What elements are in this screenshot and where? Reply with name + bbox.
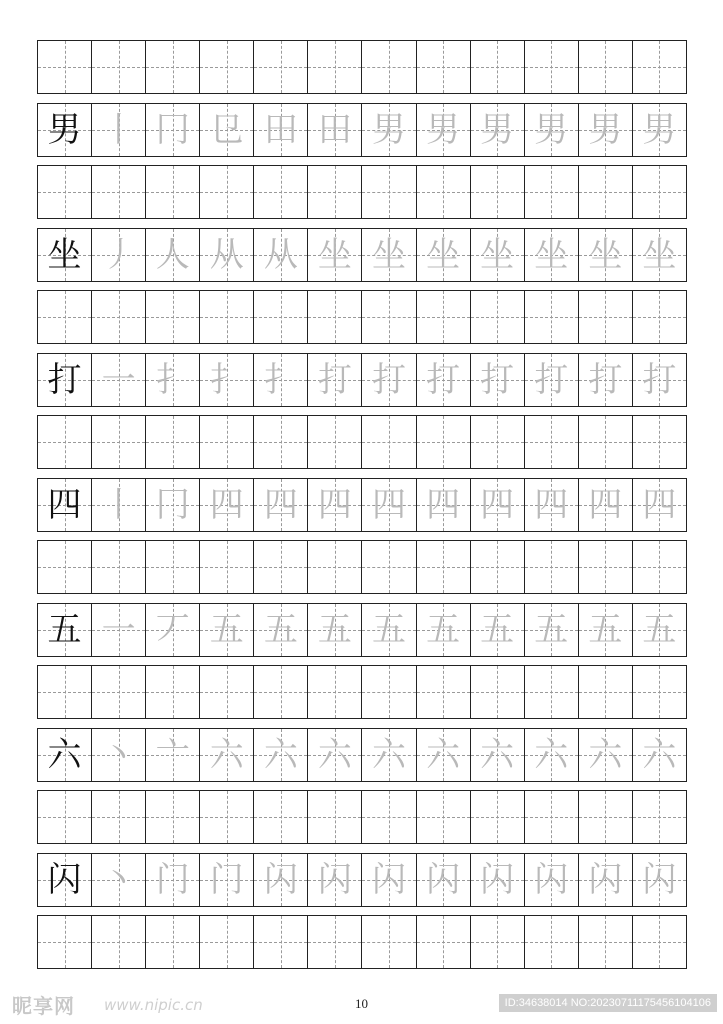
empty-grid-cell[interactable] [308,916,362,968]
character-row [37,728,687,782]
stroke-order-glyph: 坐 [642,234,677,275]
empty-grid-cell[interactable] [146,666,200,718]
empty-grid-cell[interactable] [92,791,146,843]
empty-grid-cell[interactable] [362,416,416,468]
stroke-order-glyph: 打 [317,359,352,400]
empty-grid-cell[interactable] [146,291,200,343]
character-row [37,853,687,907]
stroke-order-cell [579,104,633,156]
stroke-order-cell [525,854,579,906]
empty-grid-cell[interactable] [633,666,686,718]
stroke-order-cell [92,854,146,906]
stroke-order-cell [308,104,362,156]
stroke-order-cell [308,229,362,281]
blank-practice-row [37,165,687,219]
stroke-order-cell [254,729,308,781]
empty-grid-cell[interactable] [579,666,633,718]
stroke-order-cell [254,104,308,156]
empty-grid-cell[interactable] [200,666,254,718]
stroke-order-glyph: 五 [263,609,298,650]
character-row [37,228,687,282]
empty-grid-cell[interactable] [362,666,416,718]
stroke-order-glyph: 五 [588,609,623,650]
empty-grid-cell[interactable] [38,791,92,843]
stroke-order-glyph: 丆 [155,609,190,650]
stroke-order-cell [308,729,362,781]
stroke-order-cell [200,354,254,406]
blank-practice-row [37,40,687,94]
stroke-order-glyph: 闪 [317,859,352,900]
stroke-order-glyph: 打 [426,359,461,400]
stroke-order-cell [525,604,579,656]
stroke-order-cell [362,854,416,906]
empty-grid-cell[interactable] [38,916,92,968]
stroke-order-cell [362,604,416,656]
empty-grid-cell[interactable] [146,541,200,593]
stroke-order-cell [633,229,686,281]
stroke-order-cell [92,229,146,281]
empty-grid-cell[interactable] [633,541,686,593]
model-character: 闪 [47,859,82,900]
empty-grid-cell[interactable] [146,916,200,968]
stroke-order-cell [92,479,146,531]
empty-grid-cell[interactable] [417,41,471,93]
empty-grid-cell[interactable] [525,416,579,468]
empty-grid-cell[interactable] [200,791,254,843]
stroke-order-glyph: 男 [642,109,677,150]
model-character-cell [38,729,92,781]
stroke-order-glyph: 四 [588,484,623,525]
stroke-order-glyph: 坐 [372,234,406,275]
character-row [37,103,687,157]
stroke-order-cell [200,854,254,906]
empty-grid-cell[interactable] [579,166,633,218]
stroke-order-cell [417,229,471,281]
stroke-order-glyph: 丨 [101,484,136,525]
blank-practice-row [37,415,687,469]
empty-grid-cell[interactable] [579,791,633,843]
stroke-order-cell [200,604,254,656]
stroke-order-glyph: 闪 [642,859,677,900]
stroke-order-cell [254,604,308,656]
stroke-order-cell [579,604,633,656]
empty-grid-cell[interactable] [254,291,308,343]
empty-grid-cell[interactable] [633,416,686,468]
empty-grid-cell[interactable] [308,666,362,718]
empty-grid-cell[interactable] [525,291,579,343]
stroke-order-glyph: 从 [209,234,244,275]
empty-grid-cell[interactable] [633,916,686,968]
stroke-order-cell [92,104,146,156]
stroke-order-cell [362,354,416,406]
stroke-order-cell [471,479,525,531]
stroke-order-glyph: 丨 [101,109,136,150]
empty-grid-cell[interactable] [254,166,308,218]
stroke-order-glyph: 门 [209,859,244,900]
empty-grid-cell[interactable] [525,541,579,593]
stroke-order-glyph: 男 [426,109,461,150]
stroke-order-glyph: 冂 [155,484,190,525]
stroke-order-glyph: 闪 [263,859,298,900]
stroke-order-cell [254,479,308,531]
stroke-order-glyph: 四 [534,484,569,525]
stroke-order-glyph: 亠 [155,734,190,775]
stroke-order-glyph: 男 [588,109,623,150]
empty-grid-cell[interactable] [308,41,362,93]
stroke-order-glyph: 闪 [480,859,515,900]
empty-grid-cell[interactable] [254,541,308,593]
stroke-order-glyph: 五 [642,609,677,650]
stroke-order-cell [146,604,200,656]
stroke-order-glyph: 打 [642,359,677,400]
stroke-order-cell [525,729,579,781]
stroke-order-cell [146,229,200,281]
stroke-order-glyph: 六 [534,734,569,775]
empty-grid-cell[interactable] [92,291,146,343]
empty-grid-cell[interactable] [38,541,92,593]
stroke-order-glyph: 六 [209,734,244,775]
empty-grid-cell[interactable] [92,416,146,468]
empty-grid-cell[interactable] [362,291,416,343]
stroke-order-glyph: 四 [480,484,515,525]
stroke-order-glyph: 打 [372,359,406,400]
stroke-order-cell [417,104,471,156]
stroke-order-glyph: 四 [263,484,298,525]
stroke-order-cell [471,729,525,781]
empty-grid-cell[interactable] [417,291,471,343]
page-number: 10 [355,996,368,1011]
empty-grid-cell[interactable] [471,41,525,93]
blank-practice-row [37,540,687,594]
empty-grid-cell[interactable] [254,41,308,93]
empty-grid-cell[interactable] [200,166,254,218]
stroke-order-cell [525,479,579,531]
empty-grid-cell[interactable] [362,41,416,93]
stroke-order-glyph: 四 [642,484,677,525]
empty-grid-cell[interactable] [471,916,525,968]
empty-grid-cell[interactable] [471,166,525,218]
stroke-order-cell [525,354,579,406]
stroke-order-cell [146,479,200,531]
stroke-order-cell [417,354,471,406]
stroke-order-glyph: 丶 [101,734,136,775]
stroke-order-glyph: 四 [372,484,406,525]
stroke-order-glyph: 六 [588,734,623,775]
empty-grid-cell[interactable] [417,541,471,593]
stroke-order-glyph: 丿 [101,234,136,275]
empty-grid-cell[interactable] [417,791,471,843]
empty-grid-cell[interactable] [38,41,92,93]
empty-grid-cell[interactable] [579,291,633,343]
stroke-order-cell [146,729,200,781]
stroke-order-glyph: 男 [480,109,515,150]
empty-grid-cell[interactable] [633,41,686,93]
stroke-order-cell [579,354,633,406]
stroke-order-cell [308,854,362,906]
empty-grid-cell[interactable] [579,541,633,593]
empty-grid-cell[interactable] [362,791,416,843]
stroke-order-glyph: 坐 [480,234,515,275]
stroke-order-glyph: 打 [534,359,569,400]
stroke-order-glyph: 五 [317,609,352,650]
model-character: 六 [47,734,82,775]
character-row [37,603,687,657]
empty-grid-cell[interactable] [362,916,416,968]
empty-grid-cell[interactable] [525,791,579,843]
empty-grid-cell[interactable] [308,791,362,843]
stroke-order-cell [200,104,254,156]
stroke-order-glyph: 坐 [534,234,569,275]
stroke-order-cell [633,354,686,406]
empty-grid-cell[interactable] [200,416,254,468]
stroke-order-glyph: 闪 [426,859,461,900]
empty-grid-cell[interactable] [525,41,579,93]
model-character: 坐 [47,234,82,275]
stroke-order-cell [633,104,686,156]
empty-grid-cell[interactable] [254,916,308,968]
model-character: 五 [47,609,82,650]
stroke-order-glyph: 从 [263,234,298,275]
empty-grid-cell[interactable] [362,166,416,218]
stroke-order-glyph: 打 [588,359,623,400]
stroke-order-glyph: 四 [209,484,244,525]
empty-grid-cell[interactable] [579,41,633,93]
blank-practice-row [37,665,687,719]
stroke-order-glyph: 扌 [263,359,298,400]
stroke-order-cell [200,229,254,281]
empty-grid-cell[interactable] [146,166,200,218]
blank-practice-row [37,290,687,344]
stroke-order-cell [471,354,525,406]
model-character-cell [38,479,92,531]
model-character-cell [38,229,92,281]
stroke-order-cell [417,854,471,906]
character-row [37,478,687,532]
stroke-order-glyph: 五 [480,609,515,650]
stroke-order-glyph: 田 [263,109,298,150]
stroke-order-glyph: 人 [155,234,190,275]
stroke-order-cell [200,479,254,531]
empty-grid-cell[interactable] [92,666,146,718]
stroke-order-cell [633,729,686,781]
stroke-order-cell [417,604,471,656]
stroke-order-cell [308,604,362,656]
stroke-order-glyph: 四 [426,484,461,525]
model-character: 四 [47,484,82,525]
stroke-order-cell [92,354,146,406]
stroke-order-cell [146,854,200,906]
empty-grid-cell[interactable] [471,416,525,468]
stroke-order-cell [146,354,200,406]
stroke-order-glyph: 闪 [534,859,569,900]
empty-grid-cell[interactable] [38,166,92,218]
empty-grid-cell[interactable] [579,916,633,968]
stroke-order-cell [362,479,416,531]
stroke-order-cell [633,604,686,656]
empty-grid-cell[interactable] [417,416,471,468]
empty-grid-cell[interactable] [254,791,308,843]
stroke-order-glyph: 四 [317,484,352,525]
stroke-order-glyph: 扌 [155,359,190,400]
stroke-order-glyph: 六 [642,734,677,775]
model-character: 男 [47,109,82,150]
empty-grid-cell[interactable] [471,791,525,843]
empty-grid-cell[interactable] [308,416,362,468]
stroke-order-glyph: 六 [426,734,461,775]
stroke-order-glyph: 男 [534,109,569,150]
model-character-cell [38,604,92,656]
stroke-order-cell [362,729,416,781]
stroke-order-cell [579,479,633,531]
stroke-order-cell [525,104,579,156]
stroke-order-glyph: 坐 [317,234,352,275]
empty-grid-cell[interactable] [146,416,200,468]
empty-grid-cell[interactable] [146,791,200,843]
empty-grid-cell[interactable] [633,791,686,843]
empty-grid-cell[interactable] [92,41,146,93]
stroke-order-glyph: 五 [426,609,461,650]
stroke-order-glyph: 一 [101,609,136,650]
empty-grid-cell[interactable] [579,416,633,468]
stroke-order-glyph: 门 [155,859,190,900]
stroke-order-cell [254,229,308,281]
stroke-order-glyph: 一 [101,359,136,400]
watermark-url: www.nipic.cn [104,996,203,1014]
stroke-order-glyph: 坐 [426,234,461,275]
stroke-order-glyph: 六 [480,734,515,775]
stroke-order-cell [525,229,579,281]
empty-grid-cell[interactable] [471,666,525,718]
empty-grid-cell[interactable] [417,666,471,718]
stroke-order-glyph: 六 [372,734,406,775]
stroke-order-cell [308,479,362,531]
stroke-order-cell [633,479,686,531]
empty-grid-cell[interactable] [471,541,525,593]
stroke-order-glyph: 闪 [588,859,623,900]
empty-grid-cell[interactable] [254,666,308,718]
model-character-cell [38,854,92,906]
stroke-order-glyph: 五 [372,609,406,650]
stroke-order-cell [417,729,471,781]
empty-grid-cell[interactable] [38,666,92,718]
stroke-order-cell [146,104,200,156]
empty-grid-cell[interactable] [200,291,254,343]
empty-grid-cell[interactable] [525,666,579,718]
blank-practice-row [37,790,687,844]
model-character-cell [38,354,92,406]
stroke-order-glyph: 闪 [372,859,406,900]
stroke-order-glyph: 丶 [101,859,136,900]
stroke-order-glyph: 五 [534,609,569,650]
stroke-order-cell [254,354,308,406]
empty-grid-cell[interactable] [254,416,308,468]
empty-grid-cell[interactable] [200,41,254,93]
stroke-order-cell [92,729,146,781]
empty-grid-cell[interactable] [525,166,579,218]
empty-grid-cell[interactable] [308,291,362,343]
stroke-order-cell [471,229,525,281]
stroke-order-cell [471,604,525,656]
blank-practice-row [37,915,687,969]
empty-grid-cell[interactable] [92,166,146,218]
empty-grid-cell[interactable] [633,166,686,218]
empty-grid-cell[interactable] [200,541,254,593]
model-character-cell [38,104,92,156]
empty-grid-cell[interactable] [308,166,362,218]
stroke-order-cell [308,354,362,406]
stroke-order-cell [254,854,308,906]
stroke-order-glyph: 五 [209,609,244,650]
stroke-order-cell [633,854,686,906]
stroke-order-cell [471,104,525,156]
stroke-order-cell [579,854,633,906]
empty-grid-cell[interactable] [417,916,471,968]
stroke-order-cell [362,229,416,281]
image-id-strip: ID:34638014 NO:20230711175456104106 [499,994,717,1012]
empty-grid-cell[interactable] [38,416,92,468]
stroke-order-glyph: 田 [317,109,352,150]
stroke-order-glyph: 六 [317,734,352,775]
empty-grid-cell[interactable] [633,291,686,343]
empty-grid-cell[interactable] [146,41,200,93]
empty-grid-cell[interactable] [92,541,146,593]
stroke-order-cell [417,479,471,531]
watermark-logo: 昵享网 [12,994,75,1018]
empty-grid-cell[interactable] [525,916,579,968]
stroke-order-glyph: 冂 [155,109,190,150]
stroke-order-cell [92,604,146,656]
stroke-order-cell [579,229,633,281]
stroke-order-cell [362,104,416,156]
stroke-order-glyph: 坐 [588,234,623,275]
character-row [37,353,687,407]
stroke-order-cell [471,854,525,906]
empty-grid-cell[interactable] [92,916,146,968]
stroke-order-glyph: 男 [372,109,406,150]
empty-grid-cell[interactable] [38,291,92,343]
empty-grid-cell[interactable] [471,291,525,343]
model-character: 打 [47,359,82,400]
stroke-order-cell [579,729,633,781]
stroke-order-glyph: 㔾 [209,109,244,150]
stroke-order-glyph: 扌 [209,359,244,400]
empty-grid-cell[interactable] [308,541,362,593]
empty-grid-cell[interactable] [200,916,254,968]
stroke-order-glyph: 六 [263,734,298,775]
stroke-order-glyph: 打 [480,359,515,400]
empty-grid-cell[interactable] [362,541,416,593]
stroke-order-cell [200,729,254,781]
empty-grid-cell[interactable] [417,166,471,218]
